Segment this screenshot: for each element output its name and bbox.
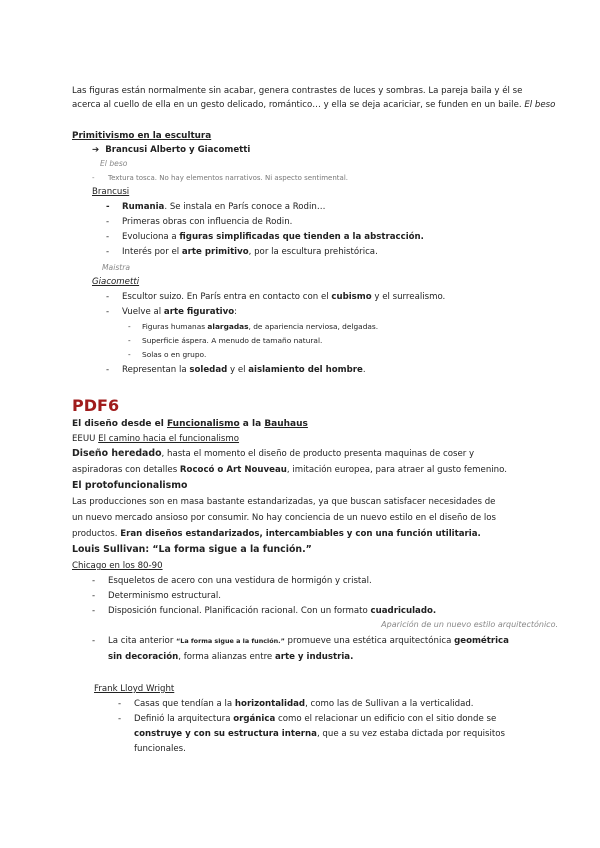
brancusi-item-4-text: Interés por el <box>122 247 182 257</box>
wright-2-tail: como el relacionar un edificio con el sitio donde se <box>275 714 497 724</box>
chicago-item-3 <box>92 605 436 617</box>
wright-item-1 <box>118 698 474 710</box>
dash-bullet: - <box>128 322 131 331</box>
beso-bullet <box>92 172 348 184</box>
heredado-2-bold: Rococó o Art Nouveau <box>179 465 287 475</box>
pdf6-title: PDF6 <box>72 396 120 415</box>
wright-1-tail: , como las de Sullivan a la verticalidad. <box>305 699 474 709</box>
dash-bullet: - <box>106 307 110 317</box>
cita-geometrica: geométrica <box>454 636 509 646</box>
wright-1-bold: horizontalidad <box>234 699 306 709</box>
wright-2-bold: orgánica <box>233 714 276 724</box>
dash-bullet: - <box>92 174 95 182</box>
wright-2-text: Definió la arquitectura <box>134 714 234 724</box>
wright-1-text: Casas que tendían a la <box>134 699 235 709</box>
wright-3-bold: construye y con su estructura interna <box>134 729 317 739</box>
cita-line-2 <box>108 651 353 663</box>
cita-line-1 <box>92 635 509 647</box>
brancusi-item-4 <box>106 246 378 258</box>
dash-bullet: - <box>128 336 131 345</box>
heading-bauhaus: Bauhaus <box>264 419 308 429</box>
cita-2-text: , forma alianzas entre <box>178 652 275 662</box>
giacometti-sub-1-text: Figuras humanas <box>142 322 208 331</box>
giacometti-sub-2-text: Superficie áspera. A menudo de tamaño natural. <box>142 336 323 345</box>
dash-bullet: - <box>106 202 110 212</box>
giacometti-item-1-text: Escultor suizo. En París entra en contacto con el <box>122 292 332 302</box>
brancusi-item-2-text: Primeras obras con influencia de Rodin. <box>122 217 293 227</box>
intro-line-1 <box>72 85 522 97</box>
brancusi-item-3-bold: figuras simplificadas que tienden a la abstracción. <box>179 232 424 242</box>
heredado-line-1 <box>72 448 474 460</box>
section-primitivismo-title: Primitivismo en la escultura <box>72 131 212 141</box>
heredado-line-2 <box>72 464 507 476</box>
dash-bullet: - <box>118 699 122 709</box>
giacometti-item-1 <box>106 291 445 303</box>
giacometti-item-2 <box>106 306 237 318</box>
heredado-2-tail: , imitación europea, para atraer al gusto femenino. <box>286 465 507 475</box>
intro-line-2 <box>72 99 555 111</box>
giacometti-item-3-mid: y el <box>227 365 249 375</box>
brancusi-label: Brancusi <box>92 187 130 197</box>
giacometti-item-3-text: Representan la <box>122 365 190 375</box>
brancusi-item-1-bold: Rumania <box>122 202 165 212</box>
proto-line-2: un nuevo mercado ansioso por consumir. No hay conciencia de un nuevo estilo en el diseño de los <box>72 513 497 523</box>
giacometti-label: Giacometti <box>92 277 140 287</box>
giacometti-item-1-tail: y el surrealismo. <box>371 292 446 302</box>
wright-label: Frank Lloyd Wright <box>94 684 175 694</box>
beso-label: El beso <box>100 159 128 168</box>
brancusi-item-1 <box>106 201 325 213</box>
dash-bullet: - <box>106 247 110 257</box>
arrow-icon: ➔ <box>92 145 100 155</box>
intro-text-1: Las figuras están normalmente sin acabar, genera contrastes de luces y sombras. La pareja baila y él se <box>72 86 523 96</box>
brancusi-giacometti-heading <box>92 144 250 156</box>
heading-part-c: a la <box>239 419 265 429</box>
proto-3-bold: Eran diseños estandarizados, intercambiables y con una función utilitaria. <box>120 529 481 539</box>
dash-bullet: - <box>92 636 96 646</box>
wright-item-2 <box>118 713 496 725</box>
dash-bullet: - <box>92 591 96 601</box>
wright-3-text: , que a su vez estaba dictada por requisitos <box>316 729 505 739</box>
dash-bullet: - <box>118 714 122 724</box>
giacometti-sub-3 <box>128 349 206 361</box>
dash-bullet: - <box>106 232 110 242</box>
dash-bullet: - <box>106 365 110 375</box>
brancusi-item-3-text: Evoluciona a <box>122 232 180 242</box>
giacometti-item-3-bold-1: soledad <box>189 365 228 375</box>
heredado-text: , hasta el momento el diseño de producto presenta maquinas de coser y <box>161 449 475 459</box>
giacometti-sub-3-text: Solas o en grupo. <box>142 350 207 359</box>
dash-bullet: - <box>128 350 131 359</box>
chicago-item-2 <box>92 590 221 602</box>
beso-bullet-text: Textura tosca. No hay elementos narrativos. Ni aspecto sentimental. <box>108 174 349 182</box>
eeuu-text: EEUU <box>72 434 99 444</box>
heredado-2-text: aspiradoras con detalles <box>72 465 180 475</box>
brancusi-giacometti-text: Brancusi Alberto y Giacometti <box>105 145 251 155</box>
brancusi-item-4-tail: , por la escultura prehistórica. <box>248 247 378 257</box>
cita-mid: promueve una estética arquitectónica <box>284 636 455 646</box>
maistra-label: Maistra <box>102 263 131 272</box>
brancusi-item-3 <box>106 231 424 243</box>
proto-line-3 <box>72 528 481 540</box>
chicago-item-3-text: Disposición funcional. Planificación racional. Con un formato <box>108 606 371 616</box>
giacometti-sub-1-tail: , de apariencia nerviosa, delgadas. <box>248 322 379 331</box>
heading-part-a: El diseño desde el <box>72 419 167 429</box>
brancusi-item-2 <box>106 216 292 228</box>
cita-text: La cita anterior <box>108 636 177 646</box>
chicago-item-1 <box>92 575 372 587</box>
giacometti-item-2-text: Vuelve al <box>122 307 164 317</box>
proto-3-text: productos. <box>72 529 121 539</box>
intro-italic: El beso <box>524 100 556 110</box>
giacometti-sub-1 <box>128 321 378 333</box>
heredado-bold: Diseño heredado <box>72 448 162 459</box>
wright-item-2-cont <box>134 728 505 740</box>
intro-text-2: acerca al cuello de ella en un gesto delicado, romántico… y ella se deja acariciar, se funden en un baile. <box>72 100 522 110</box>
giacometti-item-3-end: . <box>362 365 366 375</box>
giacometti-sub-2 <box>128 335 322 347</box>
funcionalismo-heading <box>72 418 308 430</box>
chicago-label: Chicago en los 80-90 <box>72 561 163 571</box>
chicago-item-1-text: Esqueletos de acero con una vestidura de hormigón y cristal. <box>108 576 372 586</box>
dash-bullet: - <box>92 576 96 586</box>
giacometti-item-3 <box>106 364 366 376</box>
eeuu-line <box>72 433 239 445</box>
giacometti-item-2-tail: : <box>234 307 238 317</box>
chicago-item-3-bold: cuadriculado. <box>370 606 437 616</box>
dash-bullet: - <box>106 292 110 302</box>
proto-line-1: Las producciones son en masa bastante estandarizadas, ya que buscan satisfacer necesidades de <box>72 497 496 507</box>
camino-funcionalismo-link: El camino hacia el funcionalismo <box>98 434 240 444</box>
dash-bullet: - <box>106 217 110 227</box>
cita-quote: “La forma sigue a la función.” <box>176 637 285 645</box>
giacometti-item-2-bold: arte figurativo <box>163 307 235 317</box>
dash-bullet: - <box>92 606 96 616</box>
giacometti-item-1-bold: cubismo <box>331 292 372 302</box>
chicago-item-2-text: Determinismo estructural. <box>108 591 221 601</box>
sullivan-title: Louis Sullivan: “La forma sigue a la función.” <box>72 544 312 555</box>
aparicion-note: Aparición de un nuevo estilo arquitectónico. <box>381 620 558 629</box>
cita-2-bold-end: arte y industria. <box>274 652 354 662</box>
wright-item-2-end: funcionales. <box>134 744 186 754</box>
protofuncionalismo-title: El protofuncionalismo <box>72 480 188 491</box>
brancusi-item-4-bold: arte primitivo <box>181 247 249 257</box>
giacometti-item-3-bold-2: aislamiento del hombre <box>248 365 363 375</box>
heading-funcionalismo: Funcionalismo <box>166 419 240 429</box>
cita-2-bold: sin decoración <box>108 652 179 662</box>
brancusi-item-1-text: . Se instala en París conoce a Rodin… <box>164 202 326 212</box>
giacometti-sub-1-bold: alargadas <box>207 322 249 331</box>
